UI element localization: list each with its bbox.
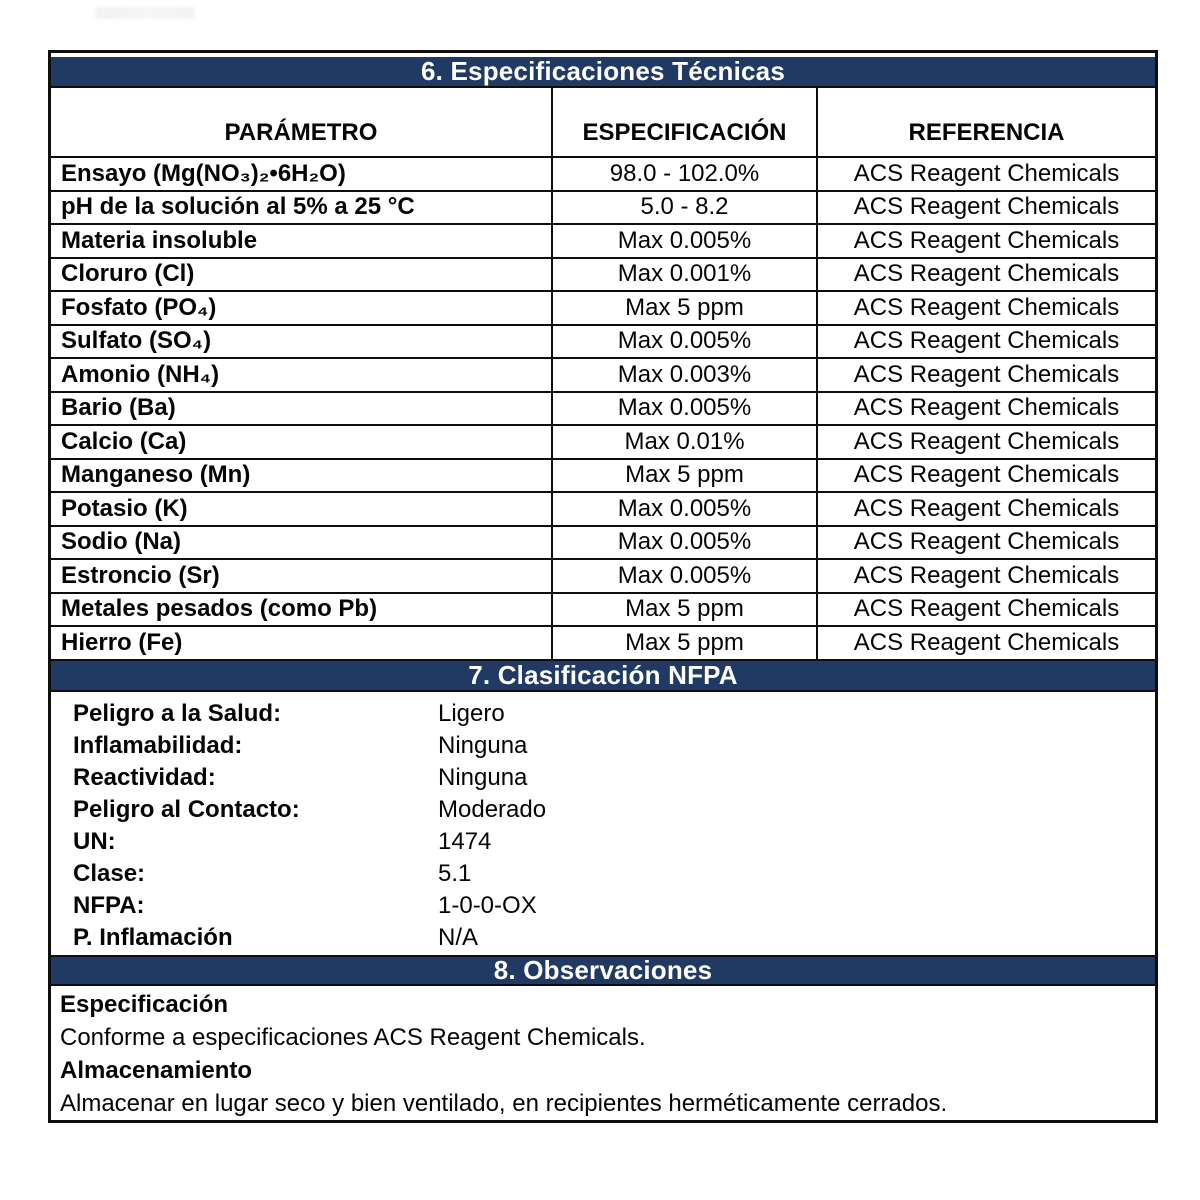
ref-cell: ACS Reagent Chemicals — [853, 595, 1120, 623]
param-cell: Ensayo (Mg(NO₃)₂•6H₂O) — [51, 158, 553, 190]
nfpa-label: Clase: — [73, 860, 146, 888]
ref-cell: ACS Reagent Chemicals — [853, 293, 1120, 321]
param-cell: Metales pesados (como Pb) — [51, 594, 553, 626]
observations-block — [51, 986, 1155, 1121]
ref-cell: ACS Reagent Chemicals — [853, 360, 1120, 388]
section-7-header — [51, 661, 1155, 692]
spec-cell: Max 0.005% — [553, 326, 818, 358]
spec-cell: Max 0.001% — [553, 259, 818, 291]
table-row — [51, 393, 1155, 427]
table-row — [51, 326, 1155, 360]
ref-cell: ACS Reagent Chemicals — [853, 193, 1120, 221]
nfpa-item — [73, 826, 1155, 858]
spec-cell: Max 0.005% — [553, 225, 818, 257]
nfpa-label: Peligro a la Salud: — [73, 699, 282, 727]
param-cell: Fosfato (PO₄) — [51, 292, 553, 324]
nfpa-label: Inflamabilidad: — [73, 731, 243, 759]
column-header-referencia: REFERENCIA — [908, 119, 1065, 146]
spec-cell: Max 5 ppm — [553, 627, 818, 659]
ref-cell: ACS Reagent Chemicals — [853, 427, 1120, 455]
nfpa-item — [73, 762, 1155, 794]
ref-cell: ACS Reagent Chemicals — [853, 628, 1120, 656]
param-cell: Sodio (Na) — [51, 527, 553, 559]
ref-cell: ACS Reagent Chemicals — [853, 494, 1120, 522]
table-row — [51, 359, 1155, 393]
table-row — [51, 527, 1155, 561]
section-7-title: 7. Clasificación NFPA — [468, 659, 738, 690]
nfpa-value: Moderado — [438, 795, 547, 823]
obs-heading-especificacion: Especificación — [60, 991, 229, 1018]
nfpa-value: Ligero — [438, 699, 505, 727]
table-row — [51, 594, 1155, 628]
spec-cell: Max 0.005% — [553, 393, 818, 425]
spec-cell: Max 0.005% — [553, 493, 818, 525]
param-cell: Calcio (Ca) — [51, 426, 553, 458]
table-row — [51, 627, 1155, 661]
spec-cell: Max 0.01% — [553, 426, 818, 458]
nfpa-block — [51, 692, 1155, 955]
table-row — [51, 493, 1155, 527]
table-row — [51, 460, 1155, 494]
table-row — [51, 292, 1155, 326]
nfpa-item — [73, 794, 1155, 826]
nfpa-label: Reactividad: — [73, 763, 216, 791]
ref-cell: ACS Reagent Chemicals — [853, 528, 1120, 556]
table-row — [51, 158, 1155, 192]
nfpa-label: NFPA: — [73, 892, 145, 920]
param-cell: Estroncio (Sr) — [51, 560, 553, 592]
spec-cell: Max 5 ppm — [553, 292, 818, 324]
spec-cell: Max 5 ppm — [553, 460, 818, 492]
nfpa-label: P. Inflamación — [73, 924, 233, 952]
nfpa-value: 1-0-0-OX — [438, 892, 537, 920]
ref-cell: ACS Reagent Chemicals — [853, 260, 1120, 288]
spec-cell: Max 0.003% — [553, 359, 818, 391]
table-row — [51, 225, 1155, 259]
obs-text-especificacion: Conforme a especificaciones ACS Reagent Chemicals. — [60, 1024, 646, 1051]
nfpa-item — [73, 698, 1155, 730]
param-cell: Potasio (K) — [51, 493, 553, 525]
nfpa-item — [73, 858, 1155, 890]
obs-text-almacenamiento: Almacenar en lugar seco y bien ventilado, en recipientes herméticamente cerrados. — [60, 1090, 948, 1117]
nfpa-value: Ninguna — [438, 763, 528, 791]
nfpa-label: Peligro al Contacto: — [73, 795, 300, 823]
table-row — [51, 426, 1155, 460]
nfpa-value: 1474 — [438, 827, 492, 855]
ref-cell: ACS Reagent Chemicals — [853, 394, 1120, 422]
section-8-header — [51, 955, 1155, 986]
nfpa-value: 5.1 — [438, 860, 472, 888]
spec-cell: 98.0 - 102.0% — [553, 158, 818, 190]
nfpa-value: Ninguna — [438, 731, 528, 759]
table-row — [51, 192, 1155, 226]
ref-cell: ACS Reagent Chemicals — [853, 327, 1120, 355]
spec-sheet — [48, 50, 1158, 1123]
param-cell: Manganeso (Mn) — [51, 460, 553, 492]
spec-cell: 5.0 - 8.2 — [553, 192, 818, 224]
column-header-parametro: PARÁMETRO — [51, 88, 553, 156]
param-cell: Hierro (Fe) — [51, 627, 553, 659]
param-cell: Materia insoluble — [51, 225, 553, 257]
param-cell: Cloruro (Cl) — [51, 259, 553, 291]
nfpa-value: N/A — [438, 924, 479, 952]
table-row — [51, 560, 1155, 594]
specs-column-headers — [51, 88, 1155, 158]
section-6-title: 6. Especificaciones Técnicas — [420, 56, 785, 86]
param-cell: pH de la solución al 5% a 25 °C — [51, 192, 553, 224]
obs-heading-almacenamiento: Almacenamiento — [60, 1057, 253, 1084]
column-header-especificacion: ESPECIFICACIÓN — [553, 88, 818, 156]
spec-cell: Max 0.005% — [553, 560, 818, 592]
nfpa-item — [73, 922, 1155, 954]
ref-cell: ACS Reagent Chemicals — [853, 561, 1120, 589]
param-cell: Bario (Ba) — [51, 393, 553, 425]
spec-cell: Max 5 ppm — [553, 594, 818, 626]
section-8-title: 8. Observaciones — [493, 954, 713, 985]
nfpa-label: UN: — [73, 827, 116, 855]
ref-cell: ACS Reagent Chemicals — [853, 461, 1120, 489]
ref-cell: ACS Reagent Chemicals — [853, 226, 1120, 254]
param-cell: Amonio (NH₄) — [51, 359, 553, 391]
ref-cell: ACS Reagent Chemicals — [853, 159, 1120, 187]
nfpa-item — [73, 730, 1155, 762]
table-row — [51, 259, 1155, 293]
section-6-header — [51, 57, 1155, 88]
spec-cell: Max 0.005% — [553, 527, 818, 559]
faint-watermark — [95, 7, 195, 19]
nfpa-item — [73, 890, 1155, 922]
param-cell: Sulfato (SO₄) — [51, 326, 553, 358]
